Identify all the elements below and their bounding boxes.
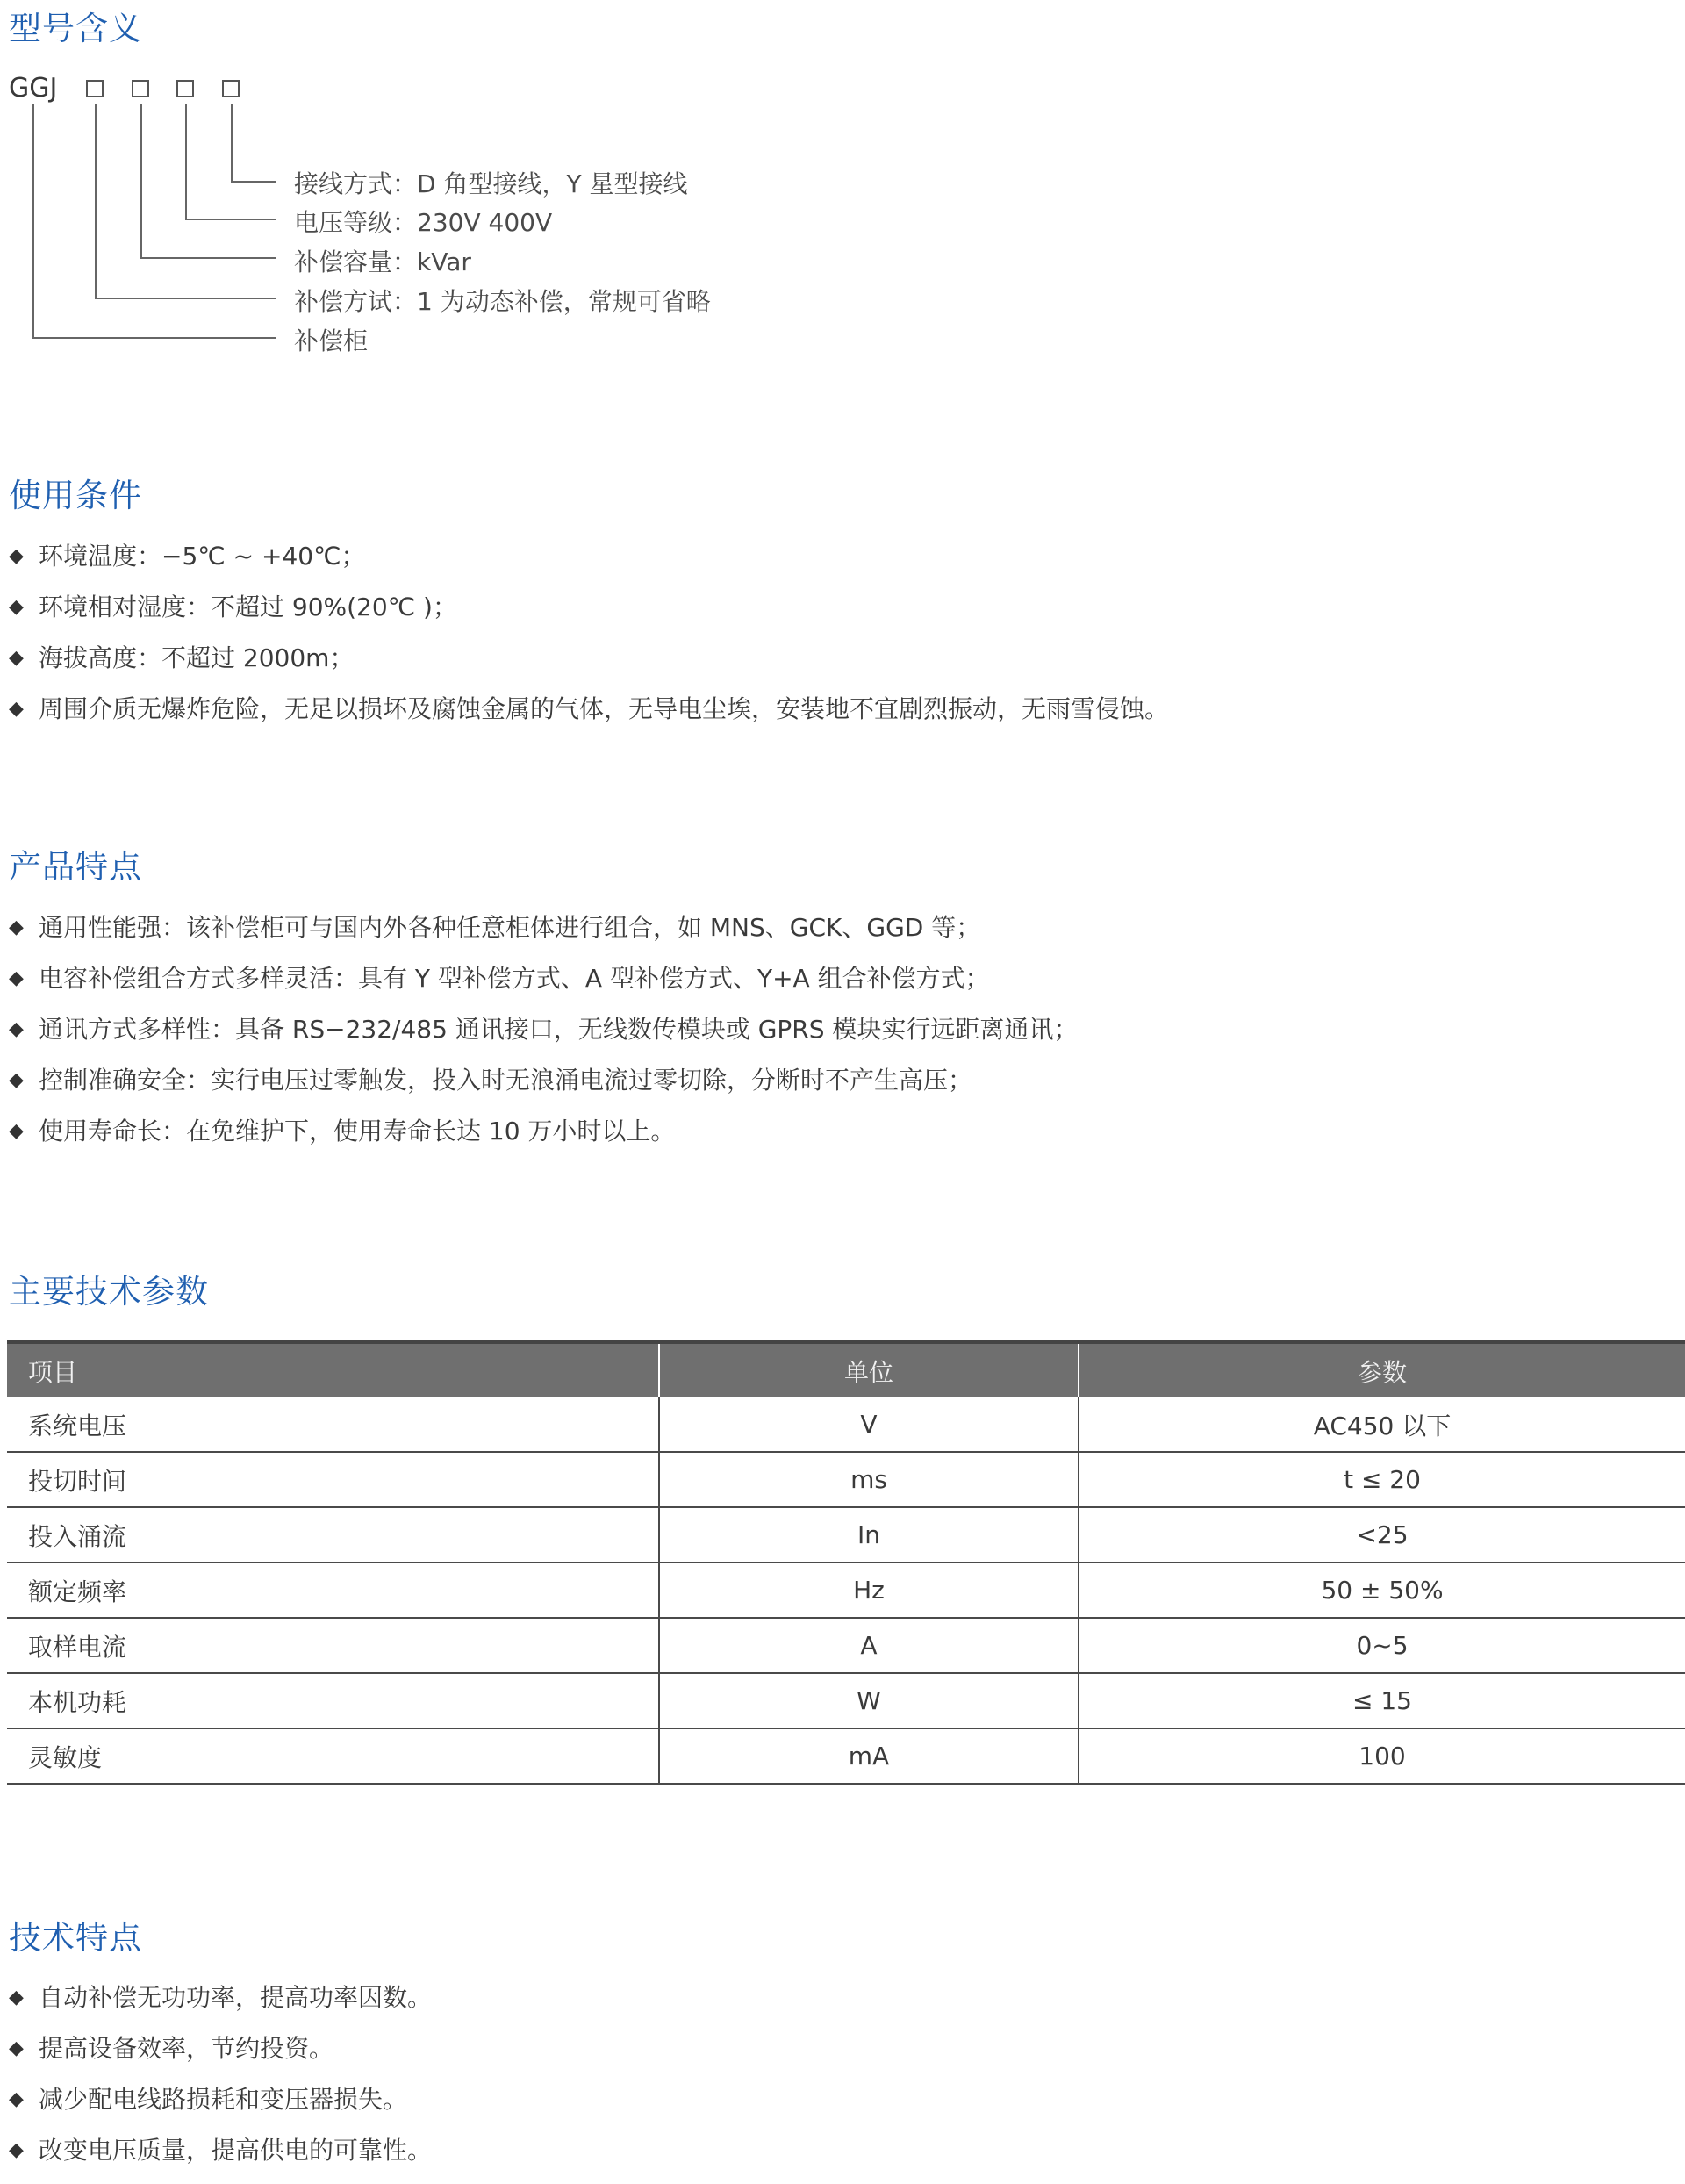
list-item: ◆ 环境相对湿度：不超过 90%(20℃ )； xyxy=(9,590,1169,641)
cell-unit: mA xyxy=(659,1728,1079,1784)
cell-item: 投切时间 xyxy=(7,1452,659,1507)
connector-line xyxy=(140,257,276,259)
list-item: ◆ 通讯方式多样性：具备 RS−232/485 通讯接口，无线数传模块或 GPRS 模块实行远距离通讯； xyxy=(9,1012,1078,1063)
cell-item: 取样电流 xyxy=(7,1618,659,1673)
conditions-list xyxy=(9,539,1169,743)
cell-item: 额定频率 xyxy=(7,1563,659,1618)
cell-unit: V xyxy=(659,1397,1079,1452)
cell-item: 本机功耗 xyxy=(7,1673,659,1728)
cell-unit: Hz xyxy=(659,1563,1079,1618)
definition-voltage: 电压等级：230V 400V xyxy=(294,208,553,237)
table-row xyxy=(7,1452,1685,1507)
list-item: ◆ 减少配电线路损耗和变压器损失。 xyxy=(9,2082,432,2133)
definition-method: 补偿方试：1 为动态补偿，常规可省略 xyxy=(294,287,711,316)
cell-unit: ms xyxy=(659,1452,1079,1507)
list-item: ◆ 环境温度：−5℃ ~ +40℃； xyxy=(9,539,1169,590)
definition-cabinet: 补偿柜 xyxy=(294,327,369,356)
cell-value: AC450 以下 xyxy=(1079,1397,1685,1452)
diamond-bullet-icon: ◆ xyxy=(9,2037,24,2059)
tech-list xyxy=(9,1980,432,2184)
connector-line xyxy=(95,298,276,299)
diamond-bullet-icon: ◆ xyxy=(9,698,24,720)
model-box-3 xyxy=(176,80,194,97)
cell-unit: A xyxy=(659,1618,1079,1673)
table-row xyxy=(7,1397,1685,1452)
cell-unit: In xyxy=(659,1507,1079,1563)
cell-value: <25 xyxy=(1079,1507,1685,1563)
table-row xyxy=(7,1673,1685,1728)
list-item: ◆ 周围介质无爆炸危险，无足以损坏及腐蚀金属的气体，无导电尘埃，安装地不宜剧烈振动，无雨雪侵蚀。 xyxy=(9,692,1169,743)
definition-wiring: 接线方式：D 角型接线，Y 星型接线 xyxy=(294,169,688,198)
diamond-bullet-icon: ◆ xyxy=(9,1120,24,1142)
diamond-bullet-icon: ◆ xyxy=(9,545,24,567)
cell-value: ≤ 15 xyxy=(1079,1673,1685,1728)
table-row xyxy=(7,1563,1685,1618)
cell-value: 0~5 xyxy=(1079,1618,1685,1673)
diamond-bullet-icon: ◆ xyxy=(9,647,24,669)
list-item: ◆ 通用性能强：该补偿柜可与国内外各种任意柜体进行组合，如 MNS、GCK、GGD 等； xyxy=(9,910,1078,961)
list-item: ◆ 使用寿命长：在免维护下，使用寿命长达 10 万小时以上。 xyxy=(9,1114,1078,1165)
cell-value: t ≤ 20 xyxy=(1079,1452,1685,1507)
connector-line xyxy=(32,337,276,339)
model-prefix: GGJ xyxy=(9,73,58,104)
connector-line xyxy=(95,104,97,298)
column-header-value: 参数 xyxy=(1079,1342,1685,1397)
definition-capacity: 补偿容量：kVar xyxy=(294,248,471,277)
diamond-bullet-icon: ◆ xyxy=(9,916,24,938)
connector-line xyxy=(231,104,233,181)
list-item: ◆ 自动补偿无功功率，提高功率因数。 xyxy=(9,1980,432,2031)
connector-line xyxy=(185,219,276,220)
column-header-item: 项目 xyxy=(7,1342,659,1397)
cell-item: 投入涌流 xyxy=(7,1507,659,1563)
table-header-row xyxy=(7,1342,1685,1397)
connector-line xyxy=(32,104,34,337)
features-list xyxy=(9,910,1078,1165)
tech-heading: 技术特点 xyxy=(9,1919,142,1957)
cell-value: 50 ± 50% xyxy=(1079,1563,1685,1618)
connector-line xyxy=(185,104,187,219)
column-header-unit: 单位 xyxy=(659,1342,1079,1397)
cell-item: 系统电压 xyxy=(7,1397,659,1452)
diamond-bullet-icon: ◆ xyxy=(9,2139,24,2161)
model-box-1 xyxy=(86,80,104,97)
list-item: ◆ 海拔高度：不超过 2000m； xyxy=(9,641,1169,692)
list-item: ◆ 控制准确安全：实行电压过零触发，投入时无浪涌电流过零切除，分断时不产生高压； xyxy=(9,1063,1078,1114)
table-row xyxy=(7,1728,1685,1784)
diamond-bullet-icon: ◆ xyxy=(9,596,24,618)
diamond-bullet-icon: ◆ xyxy=(9,2088,24,2110)
connector-line xyxy=(140,104,142,257)
spec-table xyxy=(7,1340,1685,1785)
cell-value: 100 xyxy=(1079,1728,1685,1784)
conditions-heading: 使用条件 xyxy=(9,477,142,514)
features-heading: 产品特点 xyxy=(9,848,142,886)
model-box-2 xyxy=(132,80,149,97)
diamond-bullet-icon: ◆ xyxy=(9,1069,24,1091)
specs-heading: 主要技术参数 xyxy=(9,1273,209,1311)
table-row xyxy=(7,1618,1685,1673)
table-row xyxy=(7,1507,1685,1563)
connector-line xyxy=(231,181,276,183)
list-item: ◆ 改变电压质量，提高供电的可靠性。 xyxy=(9,2133,432,2184)
diamond-bullet-icon: ◆ xyxy=(9,1018,24,1040)
cell-unit: W xyxy=(659,1673,1079,1728)
cell-item: 灵敏度 xyxy=(7,1728,659,1784)
list-item: ◆ 提高设备效率，节约投资。 xyxy=(9,2031,432,2082)
model-heading: 型号含义 xyxy=(9,10,142,47)
diamond-bullet-icon: ◆ xyxy=(9,1986,24,2008)
model-box-4 xyxy=(222,80,240,97)
list-item: ◆ 电容补偿组合方式多样灵活：具有 Y 型补偿方式、A 型补偿方式、Y+A 组合补偿方式； xyxy=(9,961,1078,1012)
diamond-bullet-icon: ◆ xyxy=(9,967,24,989)
